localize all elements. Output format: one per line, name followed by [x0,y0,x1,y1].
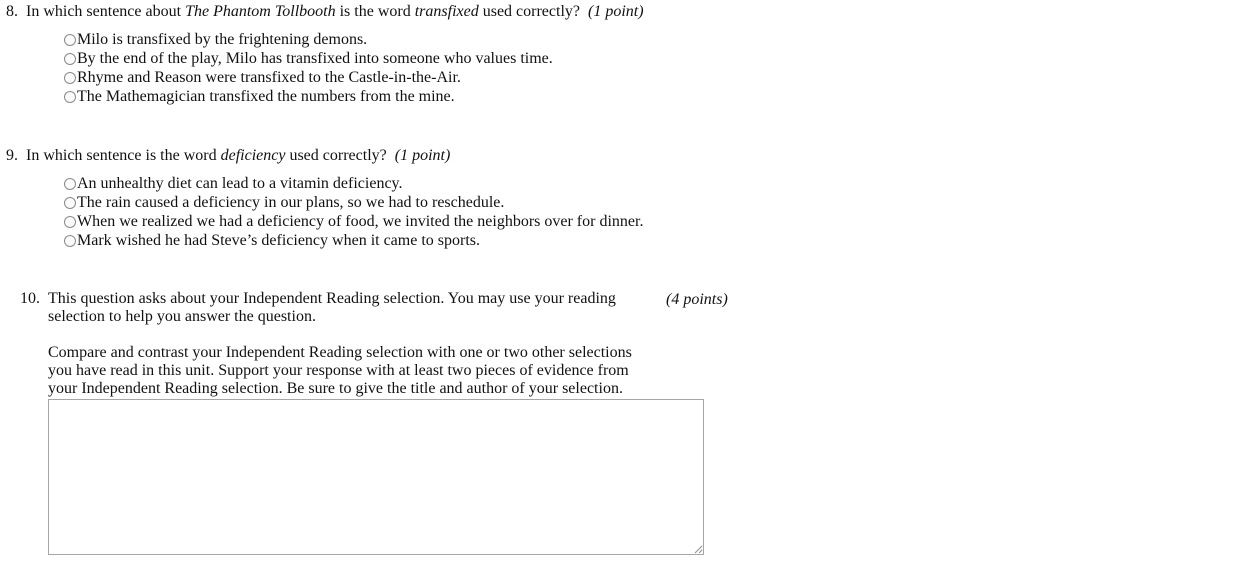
question-9-stem [6,146,450,166]
radio-button-icon[interactable] [64,34,76,46]
question-9-number: 9. [6,147,18,164]
question-10-number: 10. [20,290,40,307]
question-8-option-2[interactable] [64,49,553,68]
question-9-option-3-label[interactable]: When we realized we had a deficiency of food, we invited the neighbors over for dinner. [77,213,644,230]
question-10-prompt: Compare and contrast your Independent Reading selection with one or two other selections you have read in this unit. Support your response with at least two pieces of evidence from your Independent Reading selection. Be sure to give the title and author of your selection. [48,344,632,397]
question-8-book-title: The Phantom Tollbooth [185,3,336,20]
question-8-keyword: transfixed [414,3,479,20]
question-9-options [64,174,643,250]
radio-button-icon[interactable] [64,235,76,247]
question-8-option-1[interactable] [64,30,553,49]
radio-button-icon[interactable] [64,197,76,209]
question-9-option-2-label[interactable]: The rain caused a deficiency in our plans, so we had to reschedule. [77,194,505,211]
radio-button-icon[interactable] [64,53,76,65]
question-9-option-3[interactable] [64,212,643,231]
question-9-option-1[interactable] [64,174,643,193]
question-9-option-4-label[interactable]: Mark wished he had Steve’s deficiency when it came to sports. [77,232,480,249]
question-8-text-middle: is the word [335,3,415,20]
question-9-points: (1 point) [394,147,451,164]
question-9-option-1-label[interactable]: An unhealthy diet can lead to a vitamin deficiency. [77,175,403,192]
question-8-points: (1 point) [588,3,644,20]
radio-button-icon[interactable] [64,91,76,103]
question-8-text-after: used correctly? [478,3,580,20]
resize-grip-icon[interactable] [693,544,703,554]
question-8-option-4-label[interactable]: The Mathemagician transfixed the numbers from the mine. [77,88,455,105]
question-10-intro: This question asks about your Independent Reading selection. You may use your reading selection to help you answer the question. [48,290,616,325]
question-8-option-3-label[interactable]: Rhyme and Reason were transfixed to the Castle-in-the-Air. [77,69,461,86]
radio-button-icon[interactable] [64,216,76,228]
question-8-option-3[interactable] [64,68,553,87]
question-10-points: (4 points) [666,291,728,308]
question-9-text-after: used correctly? [285,147,387,164]
question-8-option-4[interactable] [64,87,553,106]
question-8-number: 8. [6,3,18,20]
question-9-option-4[interactable] [64,231,643,250]
question-9-text-before: In which sentence is the word [26,147,221,164]
question-9-keyword: deficiency [220,147,286,164]
question-10-body [48,290,638,398]
question-8-option-1-label[interactable]: Milo is transfixed by the frightening demons. [77,31,368,48]
question-8-option-2-label[interactable]: By the end of the play, Milo has transfixed into someone who values time. [77,50,553,67]
radio-button-icon[interactable] [64,178,76,190]
question-9-option-2[interactable] [64,193,643,212]
question-8-stem [6,2,644,22]
question-8-text-before: In which sentence about [26,3,186,20]
radio-button-icon[interactable] [64,72,76,84]
question-10-answer-textarea[interactable] [48,399,704,555]
question-8-options [64,30,553,106]
